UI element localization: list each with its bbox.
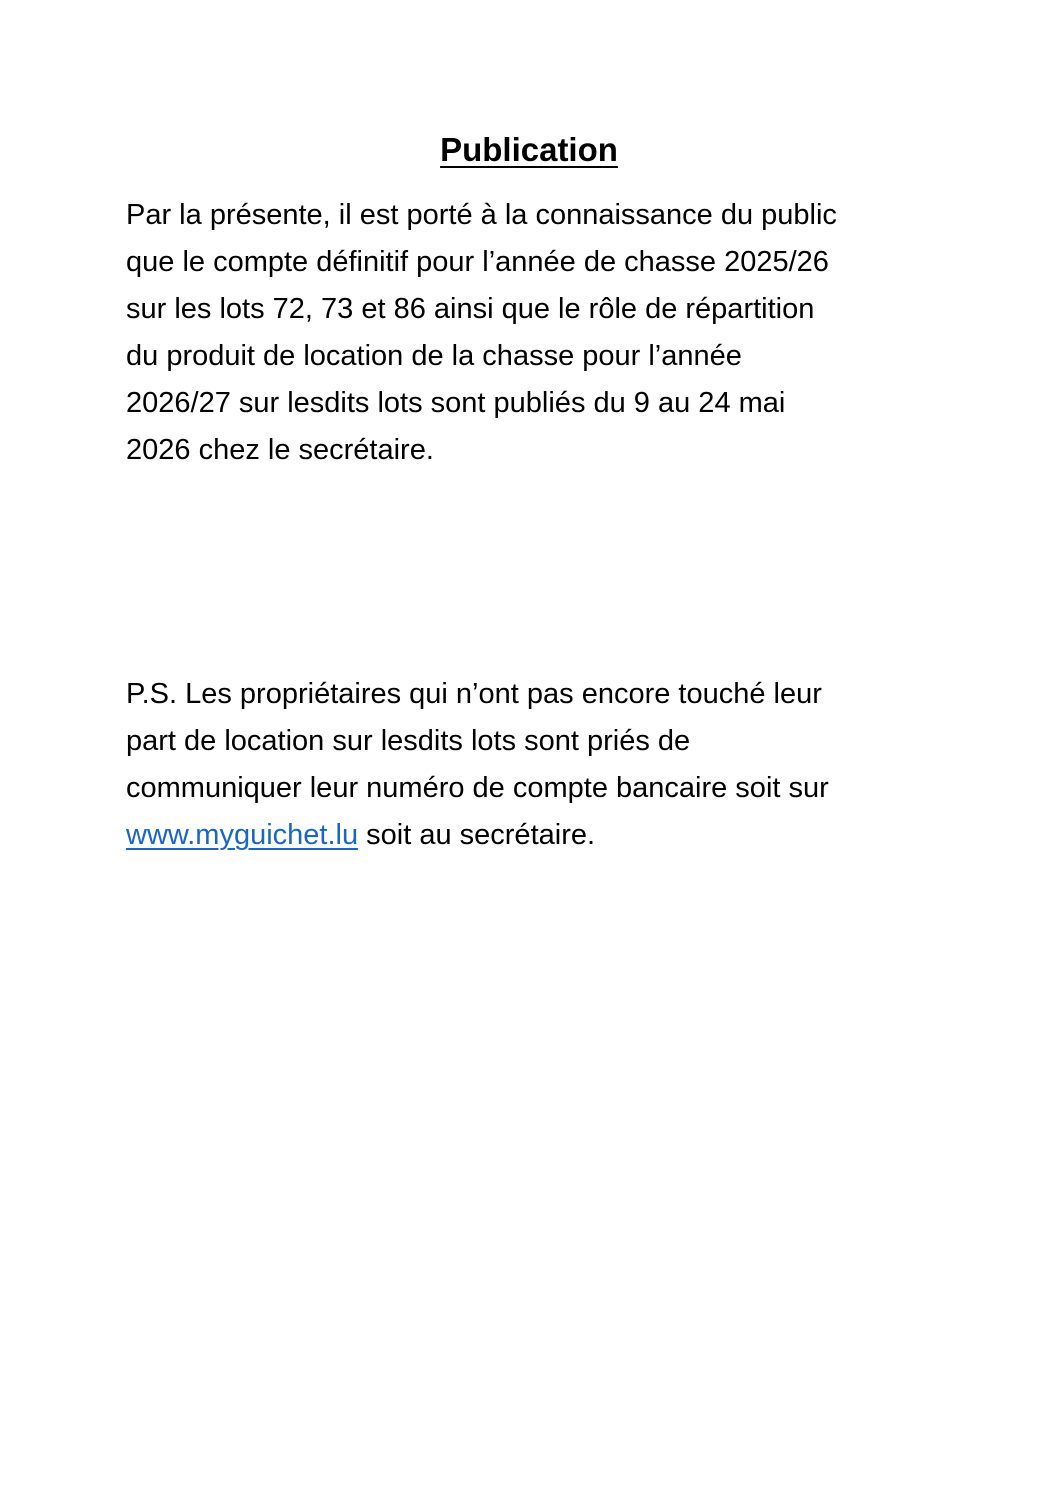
publication-body [126,192,946,474]
page-title [0,128,1058,172]
body-line: 2026/27 sur lesdits lots sont publiés du 9 au 24 mai [126,387,786,419]
title-text: Publication [440,131,618,168]
ps-last-line [126,812,946,859]
body-line: 2026 chez le secrétaire. [126,434,434,466]
ps-line: P.S. Les propriétaires qui n’ont pas encore touché leur [126,678,822,710]
body-line: Par la présente, il est porté à la connaissance du public [126,199,837,231]
myguichet-link[interactable]: www.myguichet.lu [126,819,359,851]
ps-line: communiquer leur numéro de compte bancaire soit sur [126,772,829,804]
ps-line: part de location sur lesdits lots sont priés de [126,725,691,757]
body-line: sur les lots 72, 73 et 86 ainsi que le rôle de répartition [126,293,815,325]
ps-tail-text: soit au secrétaire. [358,819,596,851]
body-line: du produit de location de la chasse pour l’année [126,340,742,372]
postscript [126,671,946,859]
body-line: que le compte définitif pour l’année de chasse 2025/26 [126,246,829,278]
